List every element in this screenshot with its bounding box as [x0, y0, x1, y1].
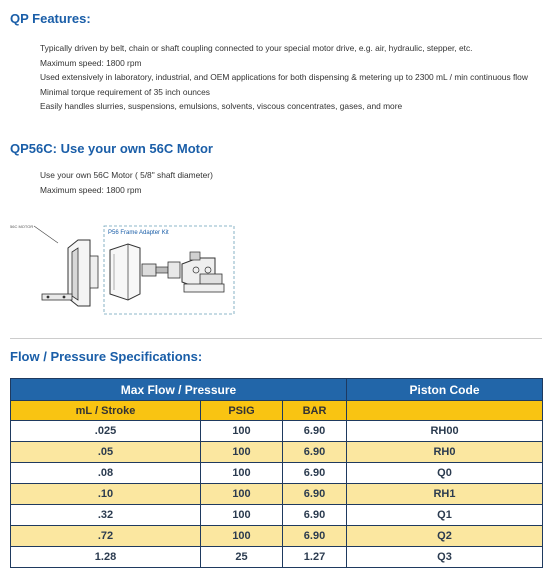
bar-cell: 6.90 [283, 526, 347, 547]
feature-item: Used extensively in laboratory, industrial, and OEM applications for both dispensing & metering up to 2300 mL / min continuous flow [40, 72, 528, 83]
psig-cell: 100 [201, 505, 283, 526]
qp56c-item: Maximum speed: 1800 rpm [40, 184, 142, 195]
ml-stroke-cell: .72 [11, 526, 201, 547]
piston-code-cell: Q1 [347, 505, 543, 526]
piston-code-subheader [347, 401, 543, 421]
feature-item: Easily handles slurries, suspensions, emulsions, solvents, viscous concentrates, gases, and more [40, 101, 403, 112]
flow-pressure-heading: Flow / Pressure Specifications: [10, 349, 203, 364]
motor-label: 56C MOTOR [10, 224, 34, 229]
table-row [11, 442, 543, 463]
flow-pressure-table [10, 378, 543, 568]
psig-cell: 25 [201, 547, 283, 568]
feature-item: Maximum speed: 1800 rpm [40, 57, 142, 68]
bar-cell: 6.90 [283, 442, 347, 463]
qp-features-list [40, 41, 540, 114]
ml-stroke-cell: .10 [11, 484, 201, 505]
table-row [11, 421, 543, 442]
ml-stroke-cell: .32 [11, 505, 201, 526]
psig-cell: 100 [201, 526, 283, 547]
bar-cell: 6.90 [283, 463, 347, 484]
piston-code-cell: RH1 [347, 484, 543, 505]
piston-code-cell: Q0 [347, 463, 543, 484]
qp56c-item: Use your own 56C Motor ( 5/8" shaft diameter) [40, 170, 213, 180]
ml-stroke-cell: 1.28 [11, 547, 201, 568]
feature-item: Typically driven by belt, chain or shaft coupling connected to your special motor drive, e.g. air, hydraulic, stepper, etc. [40, 43, 473, 53]
ml-stroke-cell: .05 [11, 442, 201, 463]
piston-code-cell: RH00 [347, 421, 543, 442]
ml-stroke-cell: .08 [11, 463, 201, 484]
psig-cell: 100 [201, 442, 283, 463]
psig-cell: 100 [201, 463, 283, 484]
ml-stroke-header: mL / Stroke [11, 401, 201, 421]
piston-code-cell: Q3 [347, 547, 543, 568]
qp56c-heading: QP56C: Use your own 56C Motor [10, 141, 213, 156]
psig-cell: 100 [201, 421, 283, 442]
pump-motor-diagram [10, 218, 250, 318]
table-row [11, 463, 543, 484]
psig-header: PSIG [201, 401, 283, 421]
bar-header: BAR [283, 401, 347, 421]
kit-label: P56 Frame Adapter Kit [108, 230, 169, 236]
bar-cell: 1.27 [283, 547, 347, 568]
bar-cell: 6.90 [283, 484, 347, 505]
section-divider [10, 338, 542, 339]
piston-code-cell: RH0 [347, 442, 543, 463]
table-row [11, 484, 543, 505]
feature-item: Minimal torque requirement of 35 inch ounces [40, 86, 210, 97]
piston-code-cell: Q2 [347, 526, 543, 547]
table-row [11, 505, 543, 526]
piston-code-header: Piston Code [347, 379, 543, 401]
qp56c-list [40, 168, 540, 197]
qp-features-heading: QP Features: [10, 11, 91, 26]
bar-cell: 6.90 [283, 421, 347, 442]
table-row [11, 547, 543, 568]
psig-cell: 100 [201, 484, 283, 505]
table-row [11, 526, 543, 547]
ml-stroke-cell: .025 [11, 421, 201, 442]
bar-cell: 6.90 [283, 505, 347, 526]
max-flow-pressure-header: Max Flow / Pressure [11, 379, 347, 401]
